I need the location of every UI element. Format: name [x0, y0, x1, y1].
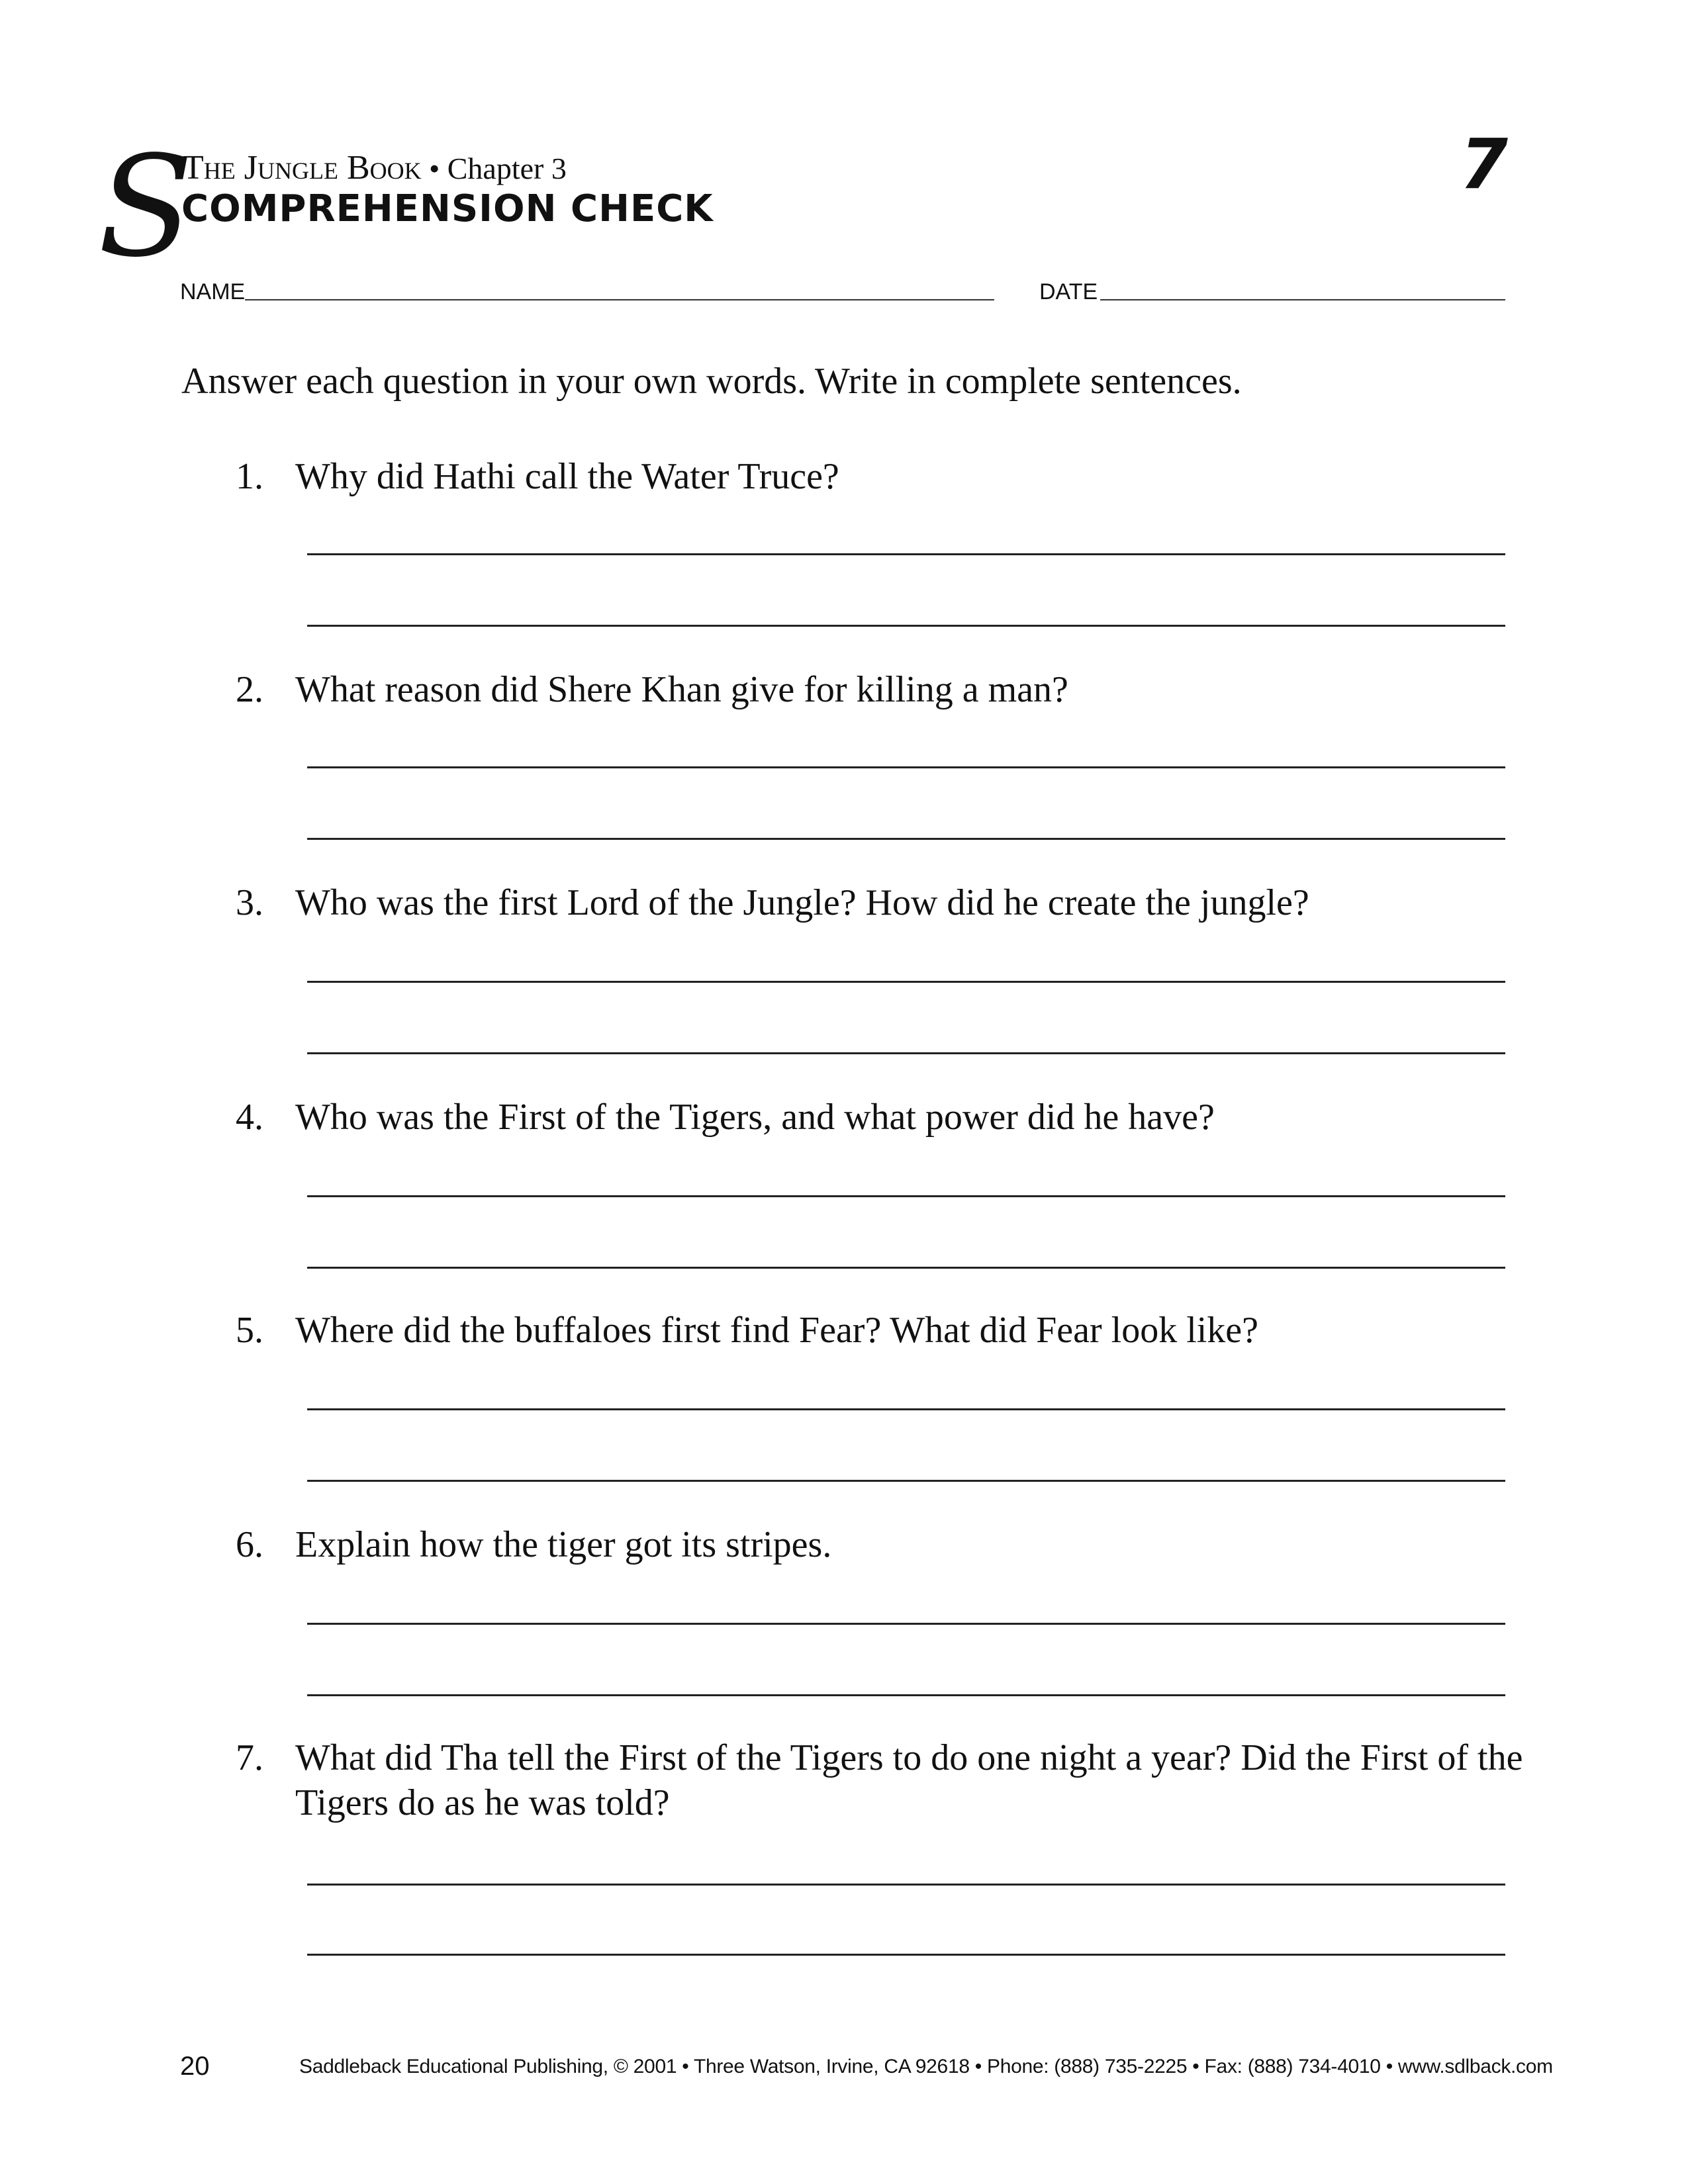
header-separator: • [429, 152, 440, 185]
answer-line[interactable] [307, 1195, 1505, 1197]
answer-line[interactable] [307, 625, 1505, 627]
question-text: What did Tha tell the First of the Tigers to do one night a year? Did the First of the Tigers do as he was told? [295, 1737, 1523, 1823]
name-field[interactable] [245, 299, 994, 300]
date-field[interactable] [1100, 299, 1505, 300]
question-text: Who was the First of the Tigers, and what power did he have? [295, 1097, 1215, 1138]
page-title: COMPREHENSION CHECK [181, 187, 714, 230]
question-number: 6. [236, 1524, 263, 1565]
question-number: 1. [236, 456, 263, 497]
answer-line[interactable] [307, 1954, 1505, 1956]
question-number: 3. [236, 882, 263, 923]
activity-number: 7 [1460, 124, 1508, 205]
question-number: 4. [236, 1097, 263, 1138]
header-subtitle [183, 151, 567, 185]
instructions: Answer each question in your own words. Write in complete sentences. [181, 361, 1242, 402]
page-number: 20 [180, 2052, 210, 2081]
answer-line[interactable] [307, 1408, 1505, 1410]
publisher-logo: S [98, 126, 193, 288]
answer-line[interactable] [307, 1267, 1505, 1269]
answer-line[interactable] [307, 553, 1505, 555]
answer-line[interactable] [307, 1694, 1505, 1696]
question-number: 2. [236, 669, 263, 710]
book-title: The Jungle Book [183, 149, 422, 187]
question-text: Where did the buffaloes first find Fear? What did Fear look like? [295, 1310, 1259, 1351]
question-text: What reason did Shere Khan give for killing a man? [295, 669, 1068, 710]
question-text: Explain how the tiger got its stripes. [295, 1524, 832, 1565]
answer-line[interactable] [307, 1480, 1505, 1482]
question-number: 5. [236, 1310, 263, 1351]
answer-line[interactable] [307, 981, 1505, 983]
date-label: DATE [1039, 279, 1098, 304]
question-number: 7. [236, 1737, 263, 1778]
question-text: Who was the first Lord of the Jungle? How did he create the jungle? [295, 882, 1309, 923]
answer-line[interactable] [307, 838, 1505, 840]
answer-line[interactable] [307, 1052, 1505, 1054]
chapter-label: Chapter 3 [447, 152, 567, 185]
answer-line[interactable] [307, 766, 1505, 768]
name-label: NAME [180, 279, 246, 304]
publisher-info: Saddleback Educational Publishing, © 2001 • Three Watson, Irvine, CA 92618 • Phone: (888) 735-2225 • Fax: (888) 734-4010 • www.sdlback.com [299, 2056, 1553, 2077]
answer-line[interactable] [307, 1623, 1505, 1625]
question-text: Why did Hathi call the Water Truce? [295, 456, 839, 497]
answer-line[interactable] [307, 1884, 1505, 1886]
